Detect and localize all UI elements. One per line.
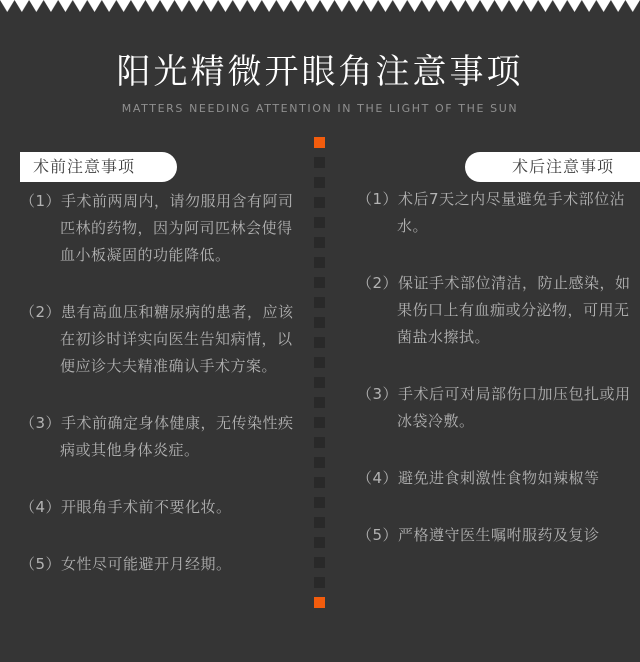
pre-op-item-3: （3）手术前确定身体健康，无传染性疾病或其他身体炎症。 bbox=[20, 414, 294, 459]
dotted-divider bbox=[314, 137, 325, 608]
pre-op-item-4: （4）开眼角手术前不要化妆。 bbox=[20, 498, 232, 516]
pre-op-item-2: （2）患有高血压和糖尿病的患者，应该在初诊时详实向医生告知病情，以便应诊大夫精准确认手术方案。 bbox=[20, 303, 294, 375]
divider-dots bbox=[314, 157, 325, 588]
post-op-item-1: （1）术后7天之内尽量避免手术部位沾水。 bbox=[357, 190, 626, 235]
post-op-item-5: （5）严格遵守医生嘱咐服药及复诊 bbox=[357, 526, 600, 544]
page-subtitle: MATTERS NEEDING ATTENTION IN THE LIGHT OF THE SUN bbox=[121, 102, 519, 115]
divider-accent-square-top bbox=[314, 137, 325, 148]
post-op-item-4: （4）避免进食刺激性食物如辣椒等 bbox=[357, 469, 600, 487]
pre-op-item-5: （5）女性尽可能避开月经期。 bbox=[20, 555, 232, 573]
pre-op-item-1: （1）手术前两周内，请勿服用含有阿司匹林的药物，因为阿司匹林会使得血小板凝固的功能降低。 bbox=[20, 192, 294, 264]
tab-post-op: 术后注意事项 bbox=[465, 152, 640, 182]
post-op-item-2: （2）保证手术部位清洁，防止感染，如果伤口上有血痂或分泌物，可用无菌盐水擦拭。 bbox=[357, 274, 631, 346]
divider-accent-square-bottom bbox=[314, 597, 325, 608]
post-op-item-3: （3）手术后可对局部伤口加压包扎或用冰袋冷敷。 bbox=[357, 385, 631, 430]
page-title: 阳光精微开眼角注意事项 bbox=[116, 52, 524, 92]
post-op-list bbox=[357, 186, 640, 549]
pre-op-list bbox=[20, 188, 306, 578]
zigzag-top-border bbox=[0, 0, 640, 13]
tab-pre-op: 术前注意事项 bbox=[20, 152, 177, 182]
